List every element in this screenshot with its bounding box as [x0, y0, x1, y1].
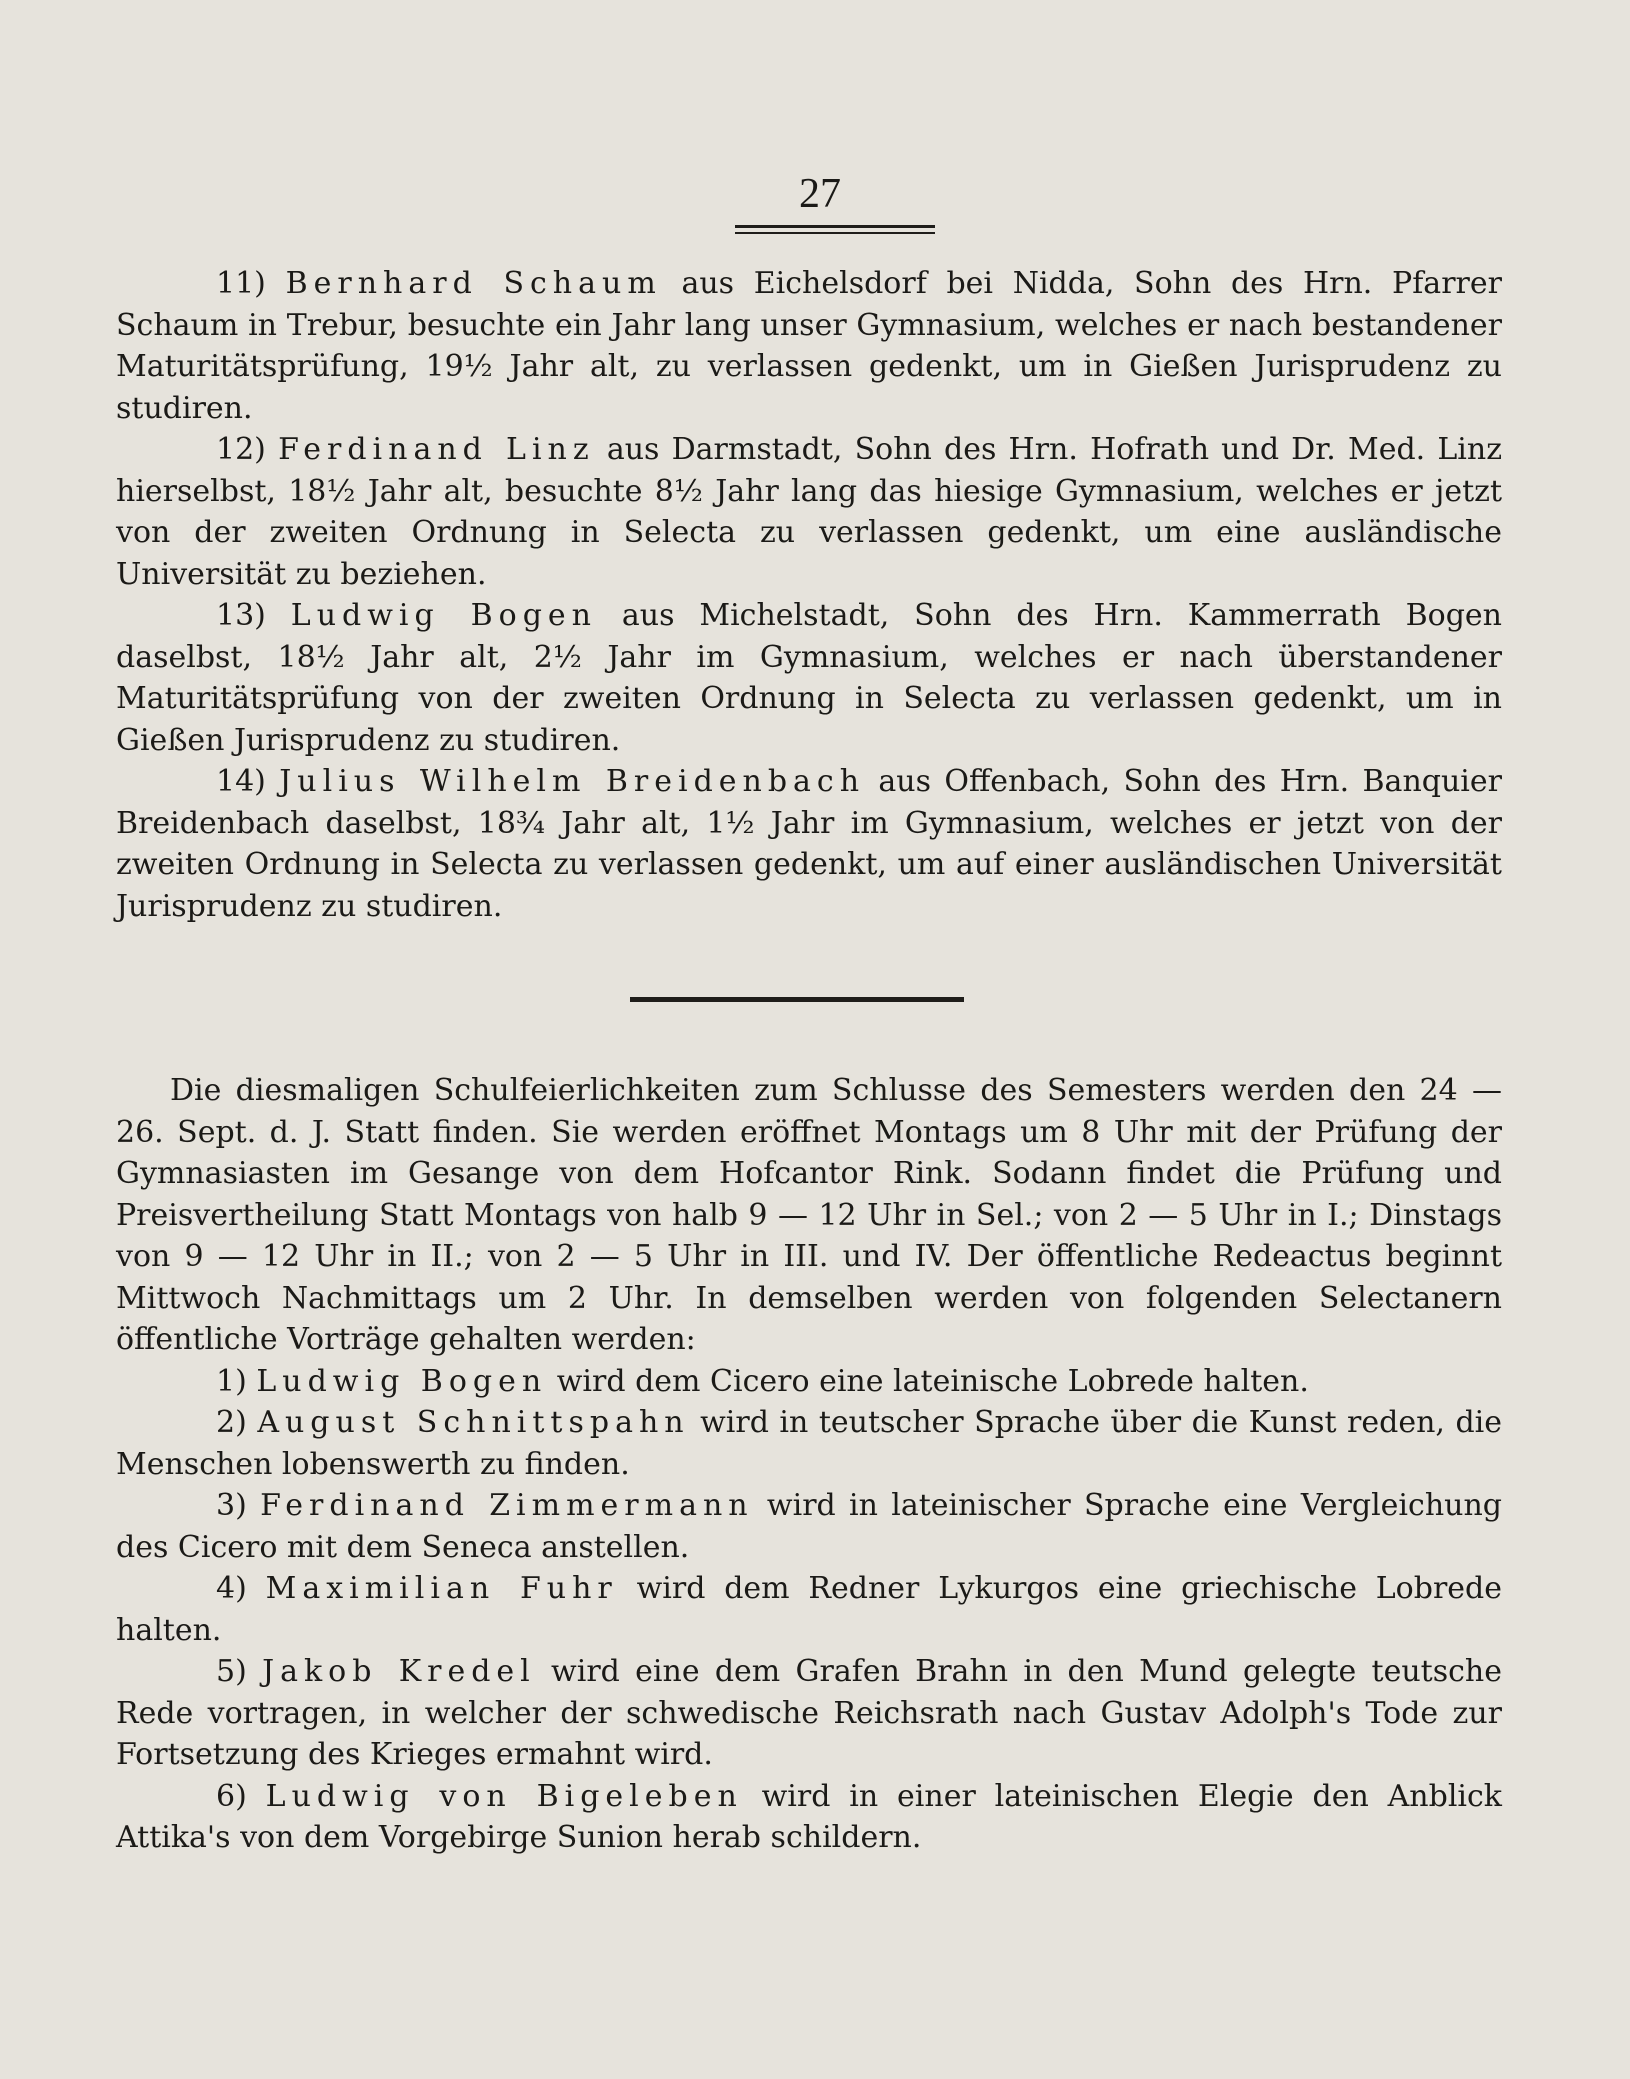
- entry-text: wird in teutscher Sprache über die Kunst reden, die Menschen lobenswerth zu finden.: [116, 1405, 1502, 1482]
- announcement-section: [116, 1070, 1502, 1859]
- speech-entry: [116, 1402, 1502, 1485]
- entry-text: wird in einer lateinischen Elegie den Anblick Attika's von dem Vorgebirge Sunion herab schildern.: [116, 1778, 1502, 1855]
- speech-entry: [116, 1776, 1502, 1859]
- person-name: Ludwig Bogen: [290, 598, 597, 633]
- entry-number: 3): [216, 1488, 247, 1523]
- graduates-section: [116, 263, 1502, 927]
- announcement-paragraph: Die diesmaligen Schulfeierlichkeiten zum Schlusse des Semesters werden den 24 — 26. Sept. d. J. Statt finden. Sie werden eröffnet Montags um 8 Uhr mit der Prüfung der Gymnasiasten im Gesange von dem Hofcantor Rink. Sodann findet die Prüfung und Preisvertheilung Statt Montags von halb 9 — 12 Uhr in Sel.; von 2 — 5 Uhr in I.; Dinstags von 9 — 12 Uhr in II.; von 2 — 5 Uhr in III. und IV. Der öffentliche Redeactus beginnt Mittwoch Nachmittags um 2 Uhr. In demselben werden von folgenden Selectanern öffentliche Vorträge gehalten werden:: [116, 1073, 1502, 1357]
- entry-number: 14): [216, 764, 266, 799]
- speech-entry: [116, 1485, 1502, 1568]
- entry-text: wird eine dem Grafen Brahn in den Mund gelegte teutsche Rede vortragen, in welcher der schwedische Reichsrath nach Gustav Adolph's Tode zur Fortsetzung des Krieges ermahnt wird.: [116, 1654, 1502, 1772]
- entry-number: 2): [216, 1405, 247, 1440]
- graduate-entry: [116, 429, 1502, 595]
- entry-number: 4): [216, 1571, 247, 1606]
- entry-text: aus Eichelsdorf bei Nidda, Sohn des Hrn. Pfarrer Schaum in Trebur, besuchte ein Jahr lang unser Gymnasium, welches er nach bestandener Maturitätsprüfung, 19½ Jahr alt, zu verlassen gedenkt, um in Gießen Jurisprudenz zu studiren.: [116, 266, 1502, 426]
- speech-entry: [116, 1568, 1502, 1651]
- entry-text: aus Darmstadt, Sohn des Hrn. Hofrath und Dr. Med. Linz hierselbst, 18½ Jahr alt, besuchte 8½ Jahr lang das hiesige Gymnasium, welches er jetzt von der zweiten Ordnung in Selecta zu verlassen gedenkt, um eine ausländische Universität zu beziehen.: [116, 432, 1502, 592]
- entry-number: 13): [216, 598, 266, 633]
- speech-entry: [116, 1651, 1502, 1776]
- entry-number: 11): [216, 266, 266, 301]
- entry-text: aus Michelstadt, Sohn des Hrn. Kammerrath Bogen daselbst, 18½ Jahr alt, 2½ Jahr im Gymnasium, welches er nach überstandener Maturitätsprüfung von der zweiten Ordnung in Selecta zu verlassen gedenkt, um in Gießen Jurisprudenz zu studiren.: [116, 598, 1502, 758]
- person-name: Ferdinand Zimmermann: [260, 1488, 754, 1523]
- graduate-entry: [116, 595, 1502, 761]
- section-divider: [630, 997, 964, 1002]
- speech-entry: [116, 1361, 1502, 1403]
- graduate-entry: [116, 761, 1502, 927]
- person-name: Maximilian Fuhr: [265, 1571, 618, 1606]
- person-name: Bernhard Schaum: [285, 266, 662, 301]
- entry-number: 1): [216, 1363, 247, 1399]
- entry-number: 12): [216, 432, 266, 467]
- entry-text: wird dem Cicero eine lateinische Lobrede halten.: [547, 1363, 1309, 1399]
- person-name: August Schnittspahn: [257, 1405, 690, 1440]
- person-name: Ferdinand Linz: [278, 432, 595, 467]
- person-name: Jakob Kredel: [262, 1654, 536, 1689]
- person-name: Ludwig Bogen: [256, 1363, 548, 1399]
- person-name: Ludwig von Bigeleben: [265, 1778, 743, 1814]
- entry-text: aus Offenbach, Sohn des Hrn. Banquier Breidenbach daselbst, 18¾ Jahr alt, 1½ Jahr im Gymnasium, welches er jetzt von der zweiten Ordnung in Selecta zu verlassen gedenkt, um auf einer ausländischen Universität Jurisprudenz zu studiren.: [116, 764, 1502, 924]
- person-name: Julius Wilhelm Breidenbach: [279, 764, 866, 799]
- graduate-entry: [116, 263, 1502, 429]
- entry-text: wird dem Redner Lykurgos eine griechische Lobrede halten.: [116, 1571, 1502, 1648]
- entry-number: 6): [216, 1778, 247, 1814]
- page-number: 27: [799, 171, 841, 217]
- entry-text: wird in lateinischer Sprache eine Vergleichung des Cicero mit dem Seneca anstellen.: [116, 1488, 1502, 1565]
- header-rule: [735, 225, 935, 234]
- entry-number: 5): [216, 1654, 247, 1689]
